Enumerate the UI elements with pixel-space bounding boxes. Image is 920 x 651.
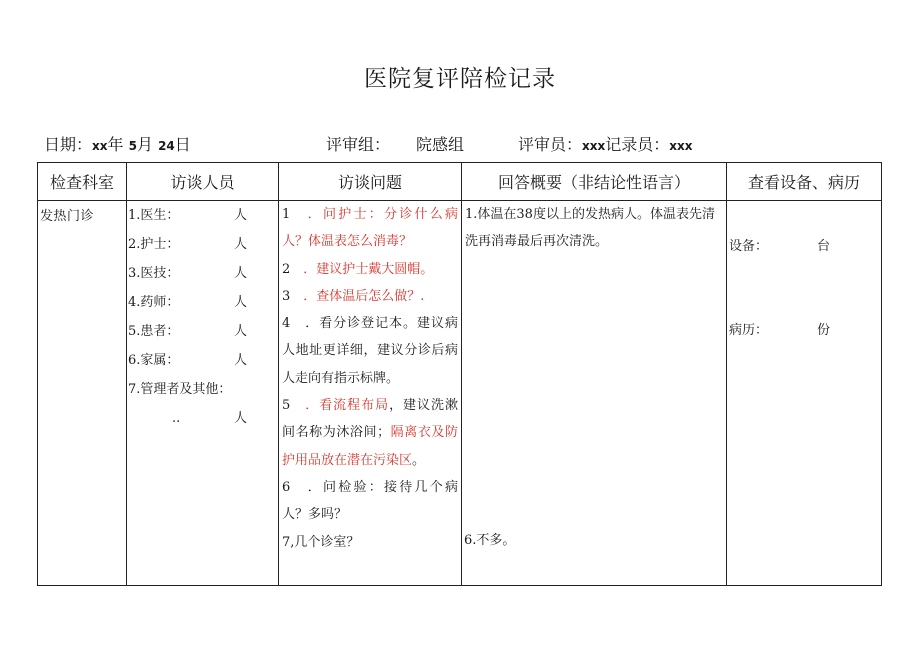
list-item bbox=[127, 259, 278, 288]
inspection-record-table bbox=[37, 162, 882, 586]
answers-cell bbox=[462, 201, 727, 586]
person-unit: 人 bbox=[234, 324, 248, 339]
col-header-equipment-records: 查看设备、病历 bbox=[727, 163, 882, 201]
recorder-label: 记录员： bbox=[605, 135, 670, 154]
questions-cell bbox=[279, 201, 462, 586]
list-item bbox=[127, 288, 278, 317]
question-5 bbox=[282, 392, 458, 474]
date-line bbox=[44, 132, 191, 155]
person-label: 5.患者： bbox=[128, 324, 180, 339]
question-number: 5 bbox=[282, 398, 291, 414]
list-item bbox=[127, 317, 278, 346]
list-item bbox=[127, 375, 278, 404]
question-text: ．问护士：分诊什么病人？体温表怎么消毒？ bbox=[282, 207, 458, 250]
question-text-highlight: 隔离衣及防护用品放在潜在污染区 bbox=[282, 425, 458, 468]
question-1 bbox=[282, 201, 458, 256]
person-unit: 人 bbox=[234, 266, 248, 281]
review-group-line bbox=[326, 132, 464, 155]
person-unit: 人 bbox=[234, 237, 248, 252]
equipment-records-cell bbox=[727, 201, 882, 586]
date-year-value: xx bbox=[92, 139, 108, 153]
person-label: 2.护士： bbox=[128, 237, 180, 252]
question-number: 2 bbox=[282, 261, 291, 277]
department-cell: 发热门诊 bbox=[38, 201, 127, 586]
date-month-value: 5 bbox=[128, 139, 137, 153]
question-text: ．查体温后怎么做？. bbox=[303, 288, 425, 304]
table-row bbox=[38, 201, 882, 586]
question-number: 1 bbox=[282, 207, 291, 222]
answer-1: 1.体温在38度以上的发热病人。体温表先清洗再消毒最后再次清洗。 bbox=[465, 207, 715, 250]
page-title: 医院复评陪检记录 bbox=[364, 66, 556, 92]
date-year-unit: 年 bbox=[107, 135, 124, 154]
person-label: 4.药师： bbox=[128, 295, 180, 310]
question-text-end: 。 bbox=[412, 452, 426, 468]
answer-6: 6.不多。 bbox=[464, 533, 516, 548]
col-header-questions: 访谈问题 bbox=[279, 163, 462, 201]
date-month-unit: 月 bbox=[136, 135, 153, 154]
list-item bbox=[127, 404, 278, 433]
list-item bbox=[127, 201, 278, 230]
person-label: 7.管理者及其他： bbox=[128, 382, 232, 397]
list-item bbox=[127, 346, 278, 375]
device-unit: 台 bbox=[817, 239, 831, 254]
reviewer-line bbox=[518, 132, 693, 155]
person-unit: 人 bbox=[234, 411, 248, 426]
device-count bbox=[729, 235, 831, 254]
person-unit: 人 bbox=[234, 353, 248, 368]
record-unit: 份 bbox=[817, 323, 831, 338]
question-text: ．建议护士戴大圆帽。 bbox=[303, 261, 434, 277]
interviewees-cell bbox=[127, 201, 279, 586]
question-2 bbox=[282, 256, 458, 283]
person-label: 1.医生： bbox=[128, 208, 180, 223]
col-header-department: 检查科室 bbox=[38, 163, 127, 201]
question-3 bbox=[282, 283, 458, 310]
question-text-highlight: ．看流程布局 bbox=[305, 398, 390, 414]
date-day-value: 24 bbox=[158, 139, 175, 153]
group-label: 评审组： bbox=[326, 135, 391, 154]
group-value: 院感组 bbox=[416, 135, 465, 154]
person-unit: 人 bbox=[234, 208, 248, 223]
record-count bbox=[729, 319, 831, 338]
question-6: 6 ．问检验：接待几个病人？多吗？ bbox=[282, 479, 458, 523]
question-4: 4 ．看分诊登记本。建议病人地址更详细，建议分诊后病人走向有指示标牌。 bbox=[282, 316, 458, 386]
date-day-unit: 日 bbox=[174, 135, 191, 154]
date-label: 日期： bbox=[44, 135, 93, 154]
person-extra-dots: .. bbox=[172, 411, 181, 426]
reviewer-label: 评审员： bbox=[518, 135, 583, 154]
col-header-interviewees: 访谈人员 bbox=[127, 163, 279, 201]
reviewer-value: xxx bbox=[582, 139, 606, 153]
person-unit: 人 bbox=[234, 295, 248, 310]
device-label: 设备： bbox=[729, 239, 769, 254]
person-label: 3.医技： bbox=[128, 266, 180, 281]
table-header-row bbox=[38, 163, 882, 201]
person-label: 6.家属： bbox=[128, 353, 180, 368]
question-text: ，建议洗漱间名称为沐浴间； bbox=[282, 398, 458, 441]
col-header-answers: 回答概要（非结论性语言） bbox=[462, 163, 727, 201]
recorder-value: xxx bbox=[669, 139, 693, 153]
record-label: 病历： bbox=[729, 323, 769, 338]
question-7: 7,几个诊室？ bbox=[282, 534, 360, 550]
question-number: 3 bbox=[282, 288, 291, 304]
list-item bbox=[127, 230, 278, 259]
